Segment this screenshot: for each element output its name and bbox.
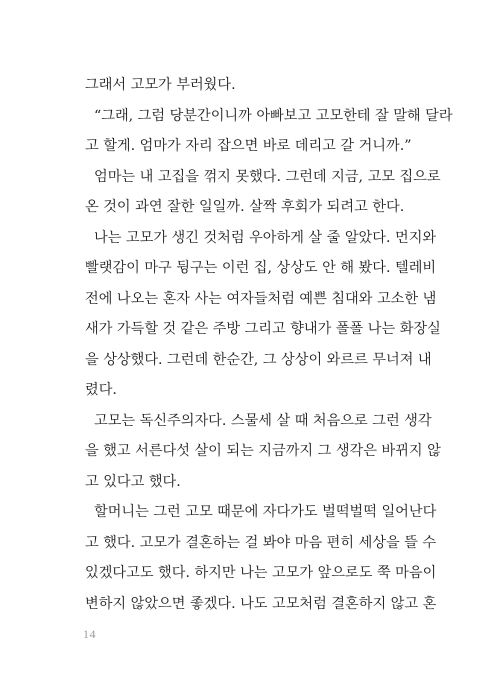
text-line: 그래서 고모가 부러웠다.	[85, 77, 236, 93]
page-number: 14	[83, 627, 96, 641]
text-line: 전에 나오는 혼자 사는 여자들처럼 예쁜 침대와 고소한 냄	[85, 290, 437, 307]
body-text	[85, 70, 453, 619]
text-line: 을 상상했다. 그런데 한순간, 그 상상이 와르르 무너져 내	[85, 351, 432, 368]
text-line: 고 있다고 했다.	[85, 473, 181, 490]
text-line: 렸다.	[85, 382, 117, 398]
text-line: 있겠다고도 했다. 하지만 나는 고모가 앞으로도 쭉 마음이	[85, 565, 437, 581]
text-line: “그래, 그럼 당분간이니까 아빠보고 고모한테 잘 말해 달라	[94, 107, 453, 124]
text-line: 고모는 독신주의자다. 스물세 살 때 처음으로 그런 생각	[94, 412, 432, 429]
text-line: 새가 가득할 것 같은 주방 그리고 향내가 폴폴 나는 화장실	[85, 321, 441, 337]
text-line: 나는 고모가 생긴 것처럼 우아하게 살 줄 알았다. 먼지와	[94, 229, 437, 246]
text-line: 고 할게. 엄마가 자리 잡으면 바로 데리고 갈 거니까.”	[85, 138, 412, 154]
text-line: 온 것이 과연 잘한 일일까. 살짝 후회가 되려고 한다.	[85, 199, 405, 215]
text-line: 고 했다. 고모가 결혼하는 걸 봐야 마음 편히 세상을 뜰 수	[85, 534, 437, 551]
text-line: 할머니는 그런 고모 때문에 자다가도 벌떡벌떡 일어난다	[94, 504, 437, 520]
text-line: 을 했고 서른다섯 살이 되는 지금까지 그 생각은 바뀌지 않	[85, 443, 441, 459]
text-line: 빨랫감이 마구 뒹구는 이런 집, 상상도 안 해 봤다. 텔레비	[85, 260, 437, 276]
text-line: 엄마는 내 고집을 꺾지 못했다. 그런데 지금, 고모 집으로	[94, 168, 441, 185]
text-line: 변하지 않았으면 좋겠다. 나도 고모처럼 결혼하지 않고 혼	[85, 595, 437, 612]
